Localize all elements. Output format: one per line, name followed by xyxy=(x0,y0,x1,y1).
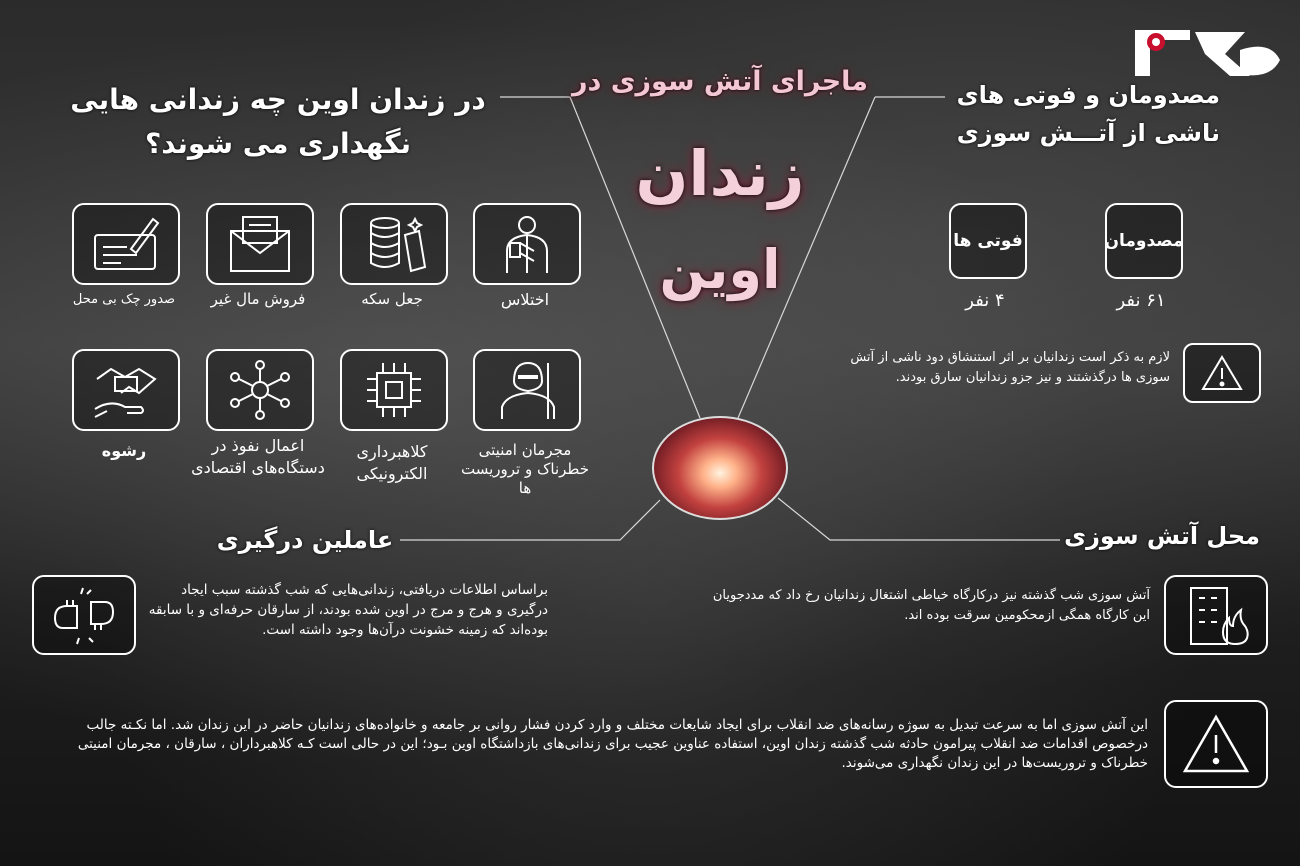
fire-location-text: آتش سوزی شب گذشته نیز درکارگاه خیاطی اشتغال زندانیان رخ داد که مددجویان این کارگاه همگی ازمحکومین سرقت بوده اند. xyxy=(712,588,1150,623)
coins-icon xyxy=(340,203,448,285)
label-electronic-fraud: کلاهبرداری الکترونیکی xyxy=(356,442,428,483)
conflict-text: براساس اطلاعات دریافتی، زندانی‌هایی که شب گذشته سبب ایجاد درگیری و هرج و مرج در اوین شده بودند، از سارقان حرفه‌ای و با سابقه بوده‌اند که زمینه خشونت درآن‌ها وجود داشته است. xyxy=(148,582,548,638)
check-pen-icon xyxy=(72,203,180,285)
bribe-icon xyxy=(72,349,180,431)
prisoners-heading-line2: نگهداری می شوند؟ xyxy=(144,127,411,160)
chip-icon xyxy=(340,349,448,431)
label-coin-forgery: جعل سکه xyxy=(361,290,423,308)
label-influence-peddling: اعمال نفوذ در دستگاه‌های اقتصادی xyxy=(191,436,325,477)
injured-value: ۶۱ نفر xyxy=(1116,290,1166,311)
fire-location-title: محل آتش سوزی xyxy=(1064,522,1260,550)
dead-value: ۴ نفر xyxy=(965,290,1005,311)
fist-fight-icon xyxy=(32,575,136,655)
dead-label: فوتی ها xyxy=(953,231,1023,251)
label-bounced-check: صدور چک بی محل xyxy=(72,292,176,307)
label-security-terrorists: مجرمان امنیتی خطرناک و تروریست ها xyxy=(460,441,590,497)
envelope-icon xyxy=(206,203,314,285)
warning-icon-large xyxy=(1164,700,1268,788)
label-selling-others-property: فروش مال غیر xyxy=(210,290,306,308)
prisoners-heading xyxy=(58,78,498,166)
casualties-heading-line2: ناشی از آتـــش سوزی xyxy=(956,119,1220,147)
embezzler-icon xyxy=(473,203,581,285)
title-main: زندان xyxy=(635,137,805,210)
prisoners-heading-line1: در زندان اوین چه زندانی هایی xyxy=(70,83,486,116)
conflict-title: عاملین درگیری xyxy=(216,526,394,554)
casualties-note: لازم به ذکر است زندانیان بر اثر استنشاق دود ناشی از آتش سوزی ها درگذشتند و نیز جزو زندانیان سارق بودند. xyxy=(850,350,1170,385)
network-icon xyxy=(206,349,314,431)
casualties-heading-line1: مصدومان و فوتی های xyxy=(956,81,1220,109)
dead-box xyxy=(949,203,1027,279)
terrorist-icon xyxy=(473,349,581,431)
label-bribery: رشوه xyxy=(101,441,147,460)
injured-label: مصدومان xyxy=(1104,231,1184,251)
title-top: ماجرای آتش سوزی در xyxy=(571,66,869,97)
injured-box xyxy=(1105,203,1183,279)
bottom-note-text: این آتش سوزی اما به سرعت تبدیل به سوژه رسانه‌های ضد انقلاب برای ایجاد شایعات مختلف و وارد کردن فشار روانی بر جامعه و خانواده‌های زندانیان حاضر در این زندان شد. اما نکـته جالب درخصوص اقدامات ضد انقلاب پیرامون حادثه شب گذشته زندان اوین، استفاده عناوین عجیب برای زندانی‌های بازداشتگاه اوین بـود؛ این در حالی است کـه کلاهبرداران ، سارقان ، مجرمان امنیتی خطرناک و تروریست‌ها در این زندان نگهداری می‌شوند. xyxy=(77,717,1148,771)
burning-building-icon xyxy=(1164,575,1268,655)
casualties-heading xyxy=(930,76,1220,152)
warning-icon-small xyxy=(1183,343,1261,403)
label-embezzlement: اختلاس xyxy=(500,290,550,309)
fire-photo-circle xyxy=(652,416,788,520)
title-sub: اوین xyxy=(659,238,781,301)
